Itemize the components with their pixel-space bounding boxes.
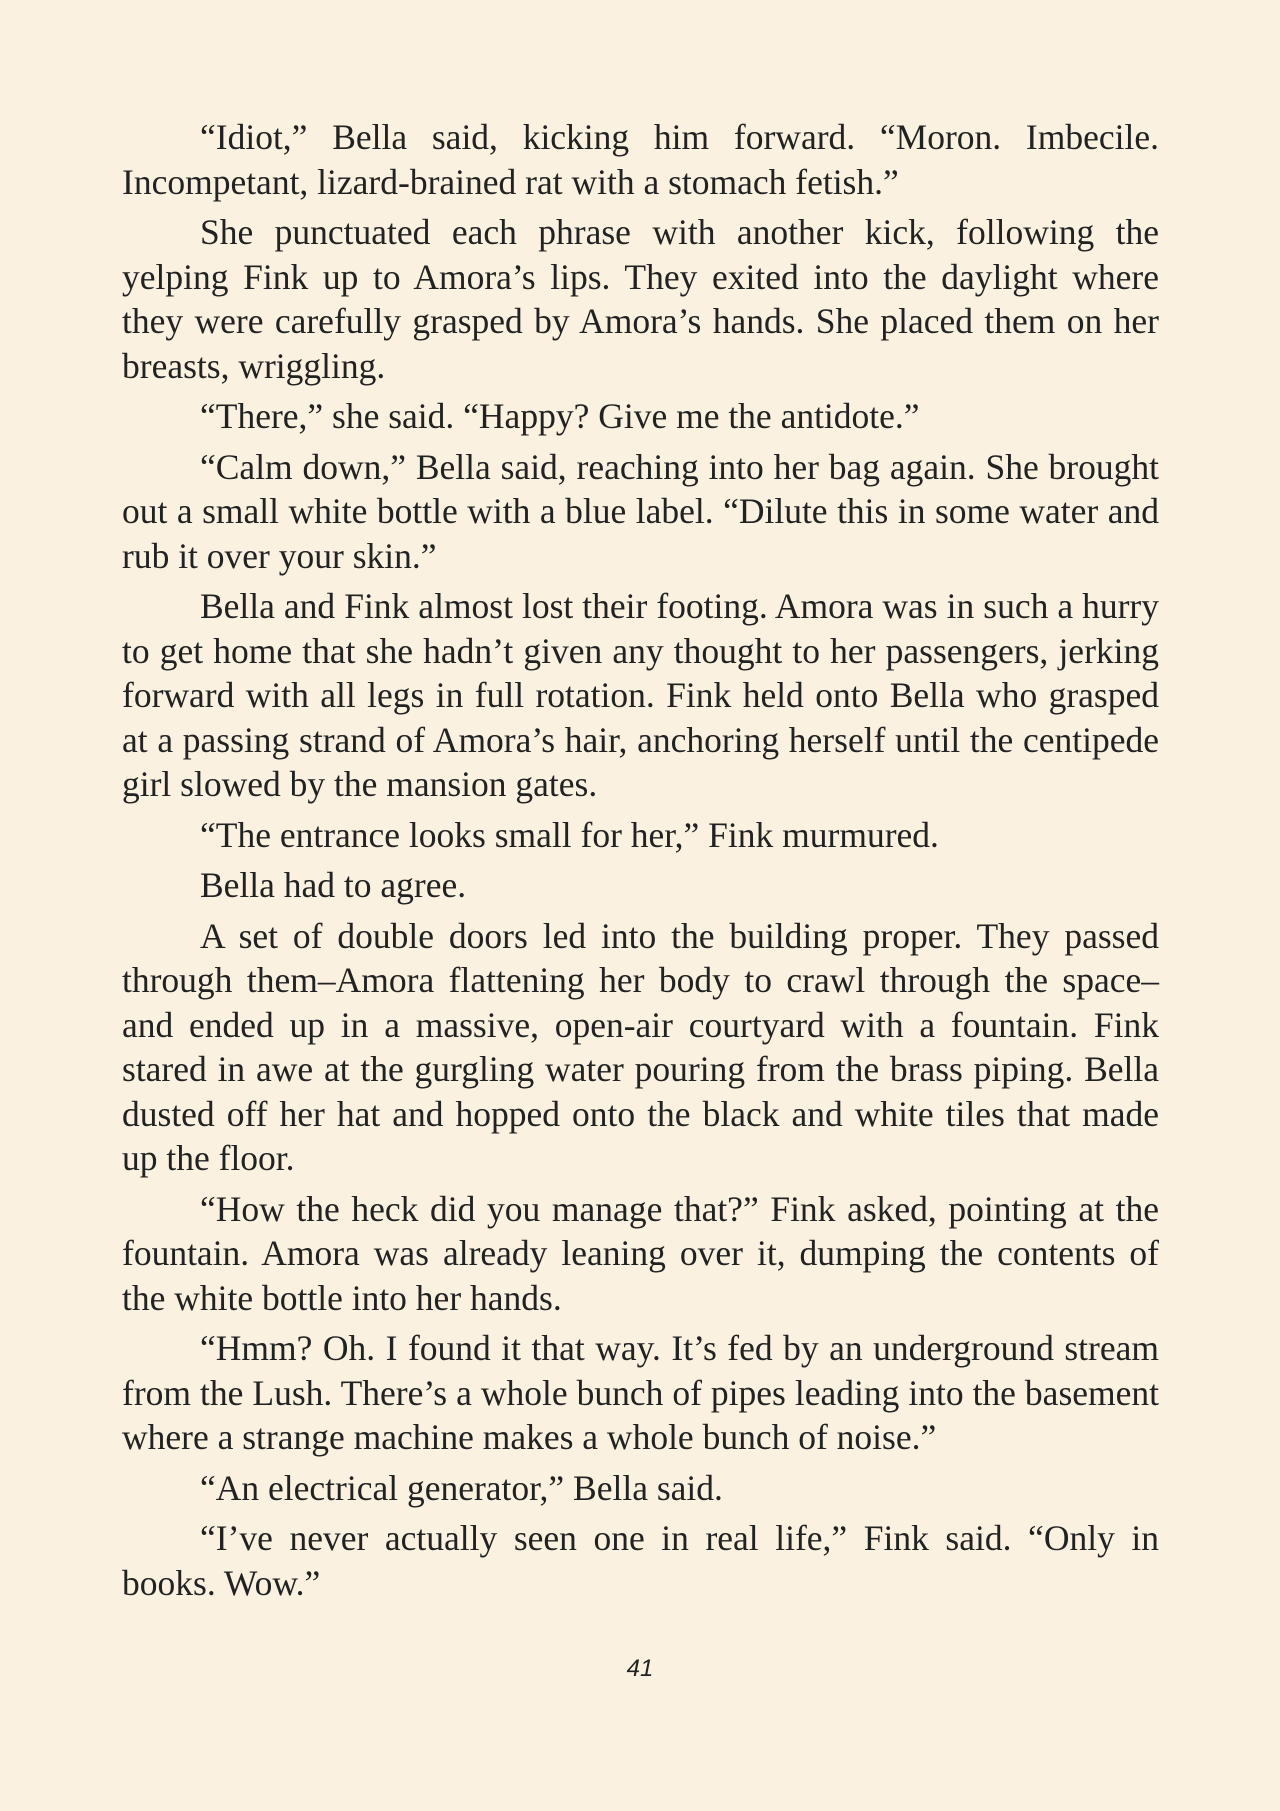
body-text — [122, 115, 1159, 1611]
paragraph: Bella had to agree. — [200, 865, 467, 905]
paragraph: “Calm down,” Bella said, reaching into her bag again. She brought out a small white bottle with a blue label. “Dilute this in some water and rub it over your skin.” — [122, 446, 1159, 576]
paragraph: “I’ve never actually seen one in real life,” Fink said. “Only in books. Wow.” — [122, 1518, 1159, 1603]
paragraph: “How the heck did you manage that?” Fink asked, pointing at the fountain. Amora was already leaning over it, dumping the contents of the white bottle into her hands. — [122, 1188, 1159, 1318]
paragraph: She punctuated each phrase with another kick, following the yelping Fink up to Amora’s lips. They exited into the daylight where they were carefully grasped by Amora’s hands. She placed them on her breasts, wriggling. — [122, 212, 1159, 386]
paragraph: “There,” she said. “Happy? Give me the antidote.” — [200, 396, 920, 436]
paragraph: Bella and Fink almost lost their footing. Amora was in such a hurry to get home that she hadn’t given any thought to her passengers, jerking forward with all legs in full rotation. Fink held onto Bella who grasped at a passing strand of Amora’s hair, anchoring herself until the centipede girl slowed by the mansion gates. — [122, 586, 1159, 804]
paragraph: “The entrance looks small for her,” Fink murmured. — [200, 814, 939, 855]
paragraph: “An electrical generator,” Bella said. — [200, 1467, 723, 1508]
paragraph: “Idiot,” Bella said, kicking him forward. “Moron. Imbecile. Incompetant, lizard-brained rat with a stomach fetish.” — [122, 117, 1159, 202]
page-number: 41 — [626, 1655, 654, 1682]
paragraph: “Hmm? Oh. I found it that way. It’s fed by an underground stream from the Lush. There’s a whole bunch of pipes leading into the basement where a strange machine makes a whole bunch of noise.” — [122, 1328, 1159, 1457]
paragraph: A set of double doors led into the building proper. They passed through them–Amora flattening her body to crawl through the space–and ended up in a massive, open-air courtyard with a fountain. Fink stared in awe at the gurgling water pouring from the brass piping. Bella dusted off her hat and hopped onto the black and white tiles that made up the floor. — [122, 915, 1159, 1178]
